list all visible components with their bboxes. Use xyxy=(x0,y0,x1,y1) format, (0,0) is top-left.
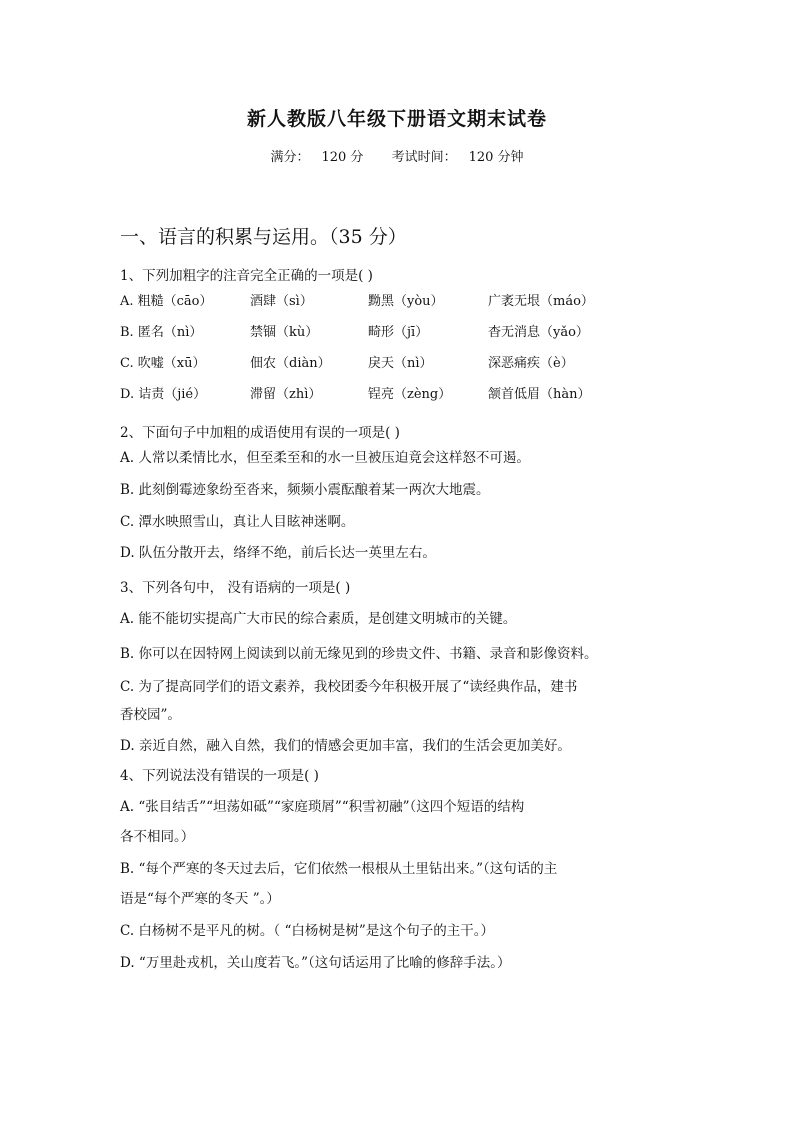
question-3-option-b: B. 你可以在因特网上阅读到以前无缘见到的珍贵文件、书籍、录音和影像资料。 xyxy=(120,646,598,662)
option-cell: 黝黑（yòu） xyxy=(368,294,444,309)
question-4-option-a-line1: A. “张目结舌”“坦荡如砥”“家庭琐屑”“积雪初融”（这四个短语的结构 xyxy=(120,799,525,815)
option-cell: D. 诘责（jié） xyxy=(120,387,207,402)
question-1-stem: 1、下列加粗字的注音完全正确的一项是( ) xyxy=(120,268,373,284)
question-3-option-a: A. 能不能切实提高广大市民的综合素质，是创建文明城市的关键。 xyxy=(120,611,517,627)
option-cell: 佃农（diàn） xyxy=(250,356,331,371)
option-cell: 戾天（nì） xyxy=(368,356,433,371)
option-cell: 锃亮（zèng） xyxy=(368,387,452,402)
question-4-option-b-line1: B. “每个严寒的冬天过去后，它们依然一根根从土里钻出来。”（这句话的主 xyxy=(120,861,558,877)
option-cell: A. 粗糙（cāo） xyxy=(120,294,213,309)
section-heading: 一、语言的积累与运用。（35 分） xyxy=(120,226,407,248)
question-4-stem: 4、下列说法没有错误的一项是( ) xyxy=(120,768,319,784)
exam-title: 新人教版八年级下册语文期末试卷 xyxy=(246,108,547,130)
question-4-option-c: C. 白杨树不是平凡的树。（ “白杨树是树”是这个句子的主干。） xyxy=(120,923,495,939)
question-3-stem: 3、下列各句中， 没有语病的一项是( ) xyxy=(120,580,351,596)
option-cell: 酒肆（sì） xyxy=(250,294,313,309)
option-cell: C. 吹嘘（xū） xyxy=(120,356,206,371)
option-cell: 禁锢（kù） xyxy=(250,325,319,340)
question-2-option-c: C. 潭水映照雪山，真让人目眩神迷啊。 xyxy=(120,514,355,530)
option-cell: 深恶痛疾（è） xyxy=(488,356,574,371)
full-score-value: 120 分 xyxy=(321,150,364,165)
question-3-option-d: D. 亲近自然，融入自然，我们的情感会更加丰富，我们的生活会更加美好。 xyxy=(120,738,571,754)
question-3-option-c-line2: 香校园”。 xyxy=(120,707,181,723)
time-value: 120 分钟 xyxy=(468,150,524,165)
option-cell: B. 匿名（nì） xyxy=(120,325,203,340)
option-cell: 杳无消息（yǎo） xyxy=(488,325,589,340)
option-cell: 广袤无垠（máo） xyxy=(488,294,594,309)
question-3-option-c-line1: C. 为了提高同学们的语文素养，我校团委今年积极开展了“读经典作品，建书 xyxy=(120,679,578,695)
question-2-stem: 2、下面句子中加粗的成语使用有误的一项是( ) xyxy=(120,425,400,441)
exam-meta xyxy=(0,146,794,165)
question-2-option-d: D. 队伍分散开去，络绎不绝，前后长达一英里左右。 xyxy=(120,545,436,561)
question-4-option-a-line2: 各不相同。） xyxy=(120,829,195,845)
time-label: 考试时间： xyxy=(391,150,457,165)
question-2-option-b: B. 此刻倒霉迹象纷至沓来，频频小震酝酿着某一两次大地震。 xyxy=(120,482,490,498)
question-4-option-d: D. “万里赴戎机，关山度若飞。”（这句话运用了比喻的修辞手法。） xyxy=(120,955,511,971)
question-2-option-a: A. 人常以柔情比水，但至柔至和的水一旦被压迫竟会这样怒不可遏。 xyxy=(120,450,530,466)
option-cell: 畸形（jī） xyxy=(368,325,429,340)
option-cell: 颔首低眉（hàn） xyxy=(488,387,591,402)
option-cell: 滞留（zhì） xyxy=(250,387,322,402)
question-4-option-b-line2: 语是“每个严寒的冬天 ”。） xyxy=(120,891,280,907)
full-score-label: 满分： xyxy=(270,150,310,165)
